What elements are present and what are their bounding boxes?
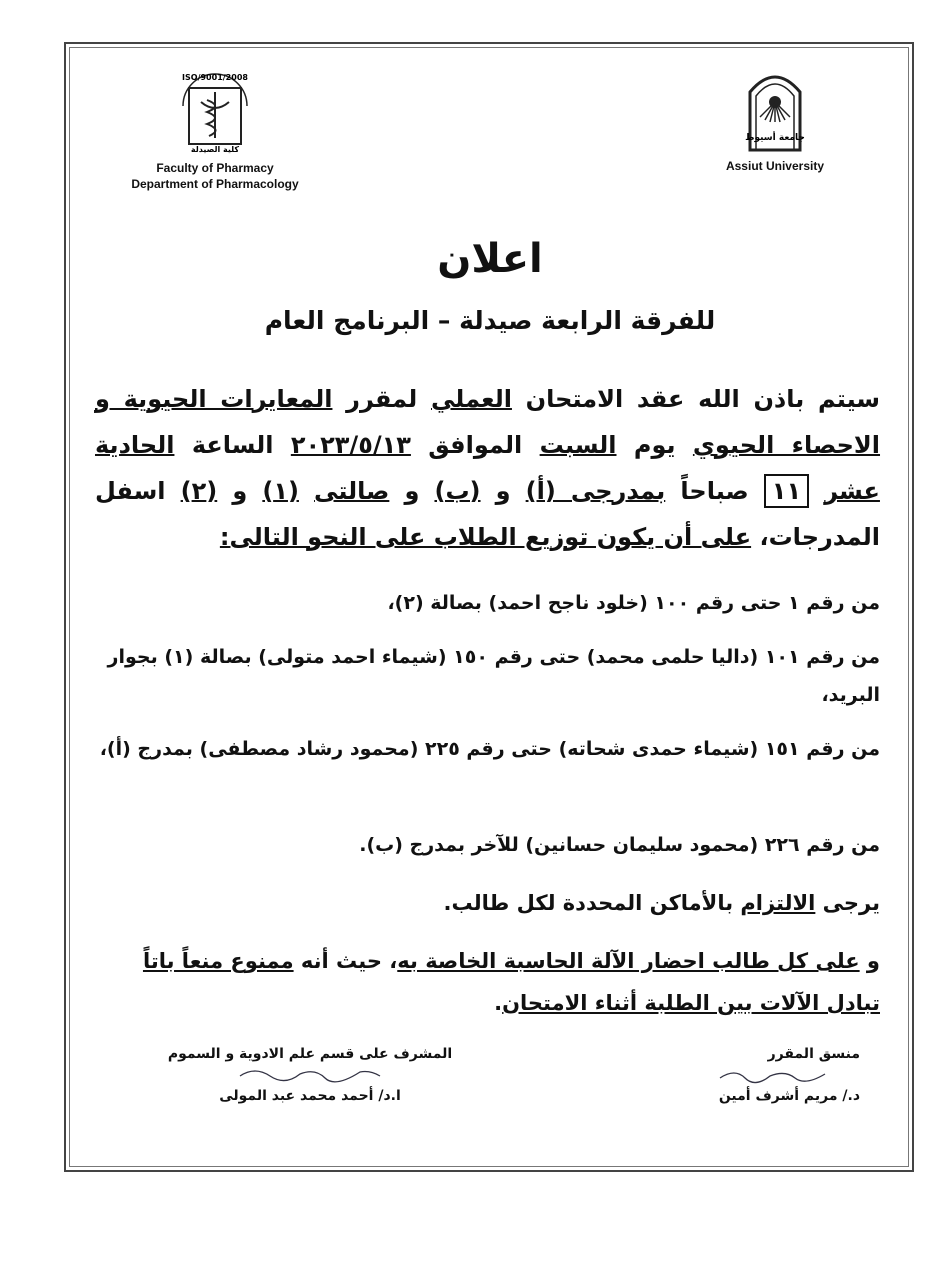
note-segment: ، حيث أنه xyxy=(293,949,398,973)
svg-text:ISO/9001/2008: ISO/9001/2008 xyxy=(182,73,248,82)
faculty-name: Faculty of Pharmacy xyxy=(156,161,274,175)
note-segment: . xyxy=(494,991,503,1015)
announcement-segment: صباحاً xyxy=(665,477,764,505)
pharmacy-logo-icon xyxy=(175,66,255,156)
announcement-segment: سيتم باذن الله عقد الامتحان xyxy=(511,385,880,413)
page-subtitle: للفرقة الرابعة صيدلة – البرنامج العام xyxy=(264,306,716,335)
supervisor-role: المشرف على قسم علم الادوية و السموم xyxy=(167,1046,453,1062)
announcement-text xyxy=(95,376,880,560)
distribution-item: من رقم ٢٢٦ (محمود سليمان حسانين) للآخر بمدرج (ب). xyxy=(359,834,880,856)
distribution-item: من رقم ١ حتى رقم ١٠٠ (خلود ناجح احمد) بصالة (٢)، xyxy=(387,592,880,614)
announcement-day: السبت xyxy=(539,431,617,459)
supervisor-name: ا.د/ أحمد محمد عبد المولى xyxy=(219,1088,401,1104)
note-segment: يرجى xyxy=(815,891,880,915)
announcement-course: المعايرات الحيوية و الاحصاء الحيوي xyxy=(95,385,881,459)
svg-text:كلية الصيدلة: كلية الصيدلة xyxy=(190,145,240,154)
announcement-segment: و xyxy=(389,477,435,505)
distribution-item: من رقم ١٥١ (شيماء حمدى شحاته) حتى رقم ٢٢٥ (محمود رشاد مصطفى) بمدرج (أ)، xyxy=(99,738,880,760)
announcement-segment: و xyxy=(217,477,263,505)
coordinator-name: د./ مريم أشرف أمين xyxy=(718,1088,860,1104)
faculty-header xyxy=(120,66,310,192)
distribution-item: من رقم ١٠١ (داليا حلمى محمد) حتى رقم ١٥٠ (شيماء احمد متولى) بصالة (١) بجوار البريد، xyxy=(107,646,880,706)
coordinator-signature-block xyxy=(690,1044,860,1106)
supervisor-signature-block xyxy=(160,1044,460,1106)
svg-text:جامعة أسيوط: جامعة أسيوط xyxy=(745,133,805,143)
announcement-segment: الموافق xyxy=(410,431,540,459)
university-name: Assiut University xyxy=(725,159,825,173)
calculator-note xyxy=(95,940,880,1024)
assiut-university-logo-icon xyxy=(740,62,810,152)
announcement-hall-1: (١) xyxy=(262,477,299,505)
university-header xyxy=(705,62,845,174)
announcement-segment: لمقرر xyxy=(332,385,431,413)
coordinator-signature-icon xyxy=(715,1064,835,1086)
announcement-time: الحادية عشر xyxy=(95,431,880,505)
announcement-distribution: على أن يكون توزيع الطلاب على النحو التالى: xyxy=(219,523,752,551)
supervisor-signature-icon xyxy=(230,1064,390,1086)
note-calculator: على كل طالب احضار الآلة الحاسبة الخاصة به xyxy=(397,949,860,973)
note-segment: بالأماكن المحددة لكل طالب. xyxy=(443,891,741,915)
note-commitment: الالتزام xyxy=(740,891,816,915)
announcement-segment xyxy=(299,477,314,505)
time-box: ١١ xyxy=(764,474,809,508)
announcement-segment: الساعة xyxy=(174,431,291,459)
announcement-date: ٢٠٢٣/٥/١٣ xyxy=(290,431,411,459)
announcement-hall-2: (٢) xyxy=(180,477,218,505)
announcement-segment: يوم xyxy=(616,431,693,459)
note-prohibition: ممنوع منعاً باتاً تبادل الآلات بين الطلبة أثناء الامتحان xyxy=(142,949,880,1015)
announcement-hall-a: بمدرجى (أ) xyxy=(525,477,666,505)
announcement-segment: العملي xyxy=(431,385,512,413)
page-title: اعلان xyxy=(437,236,543,282)
announcement-hall-b: (ب) xyxy=(434,477,481,505)
announcement-halls: صالتى xyxy=(314,477,390,505)
announcement-segment: و xyxy=(480,477,526,505)
commitment-note xyxy=(95,884,880,922)
department-name: Department of Pharmacology xyxy=(131,177,299,191)
note-segment: و xyxy=(859,949,880,973)
coordinator-role: منسق المقرر xyxy=(767,1046,860,1062)
announcement-segment: اسفل المدرجات، xyxy=(95,477,880,551)
